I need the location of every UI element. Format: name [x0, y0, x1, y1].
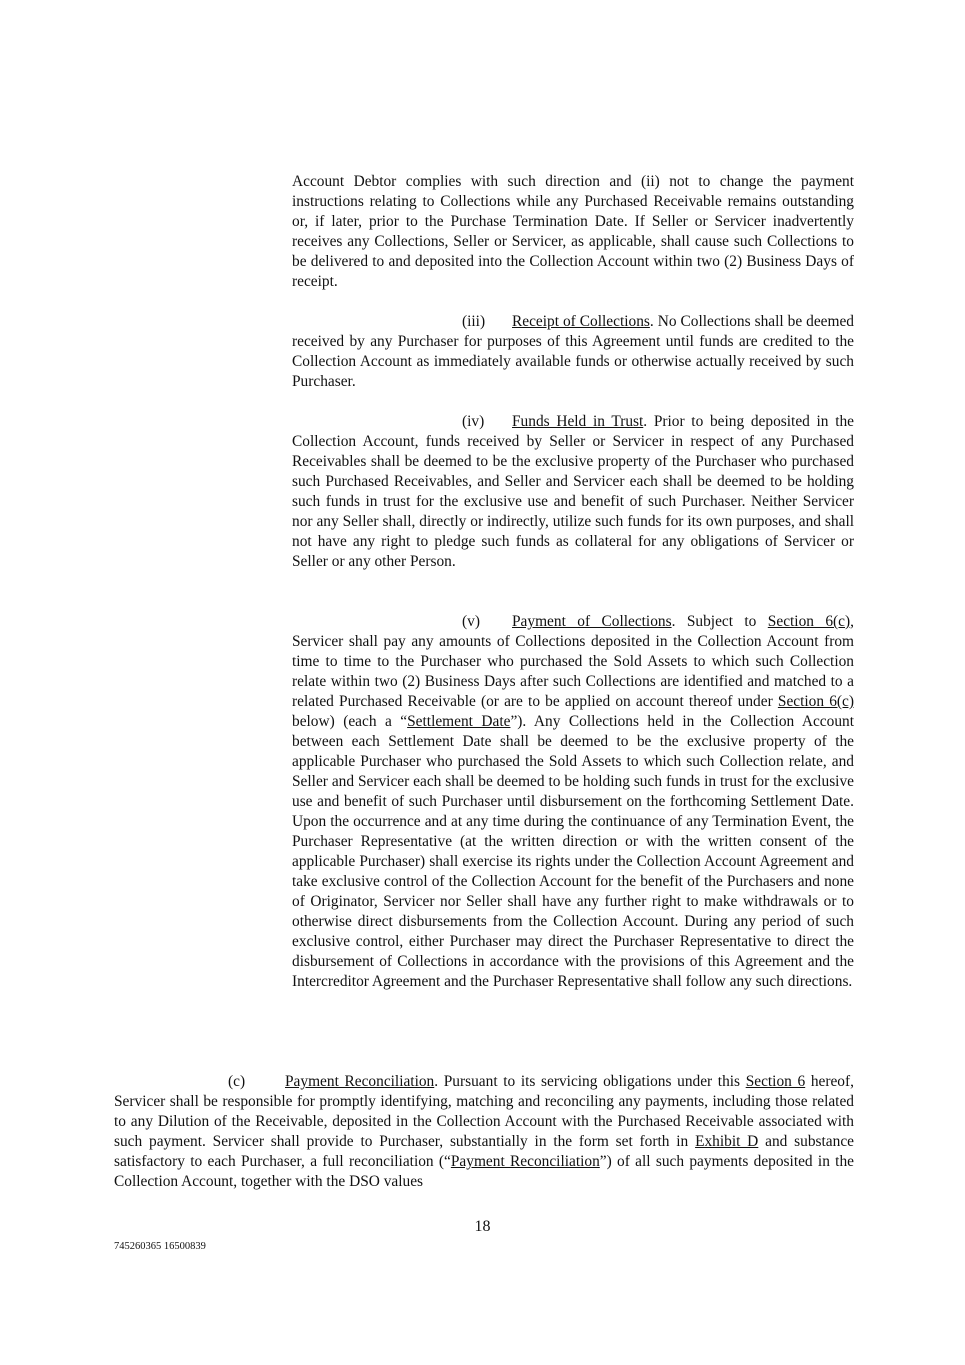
- subsection-v: [292, 612, 854, 992]
- page-number: 18: [474, 1218, 491, 1235]
- subsection-body: . Prior to being deposited in the Collection Account, funds received by Seller or Servicer in respect of any Purchased Receivables shall be deemed to be the exclusive property of the Purchaser who purchased such Purchased Receivables, and Seller and Servicer each shall be deemed to be holding such funds in trust for the exclusive use and benefit of such Purchaser. Neither Servicer nor any Seller shall, directly or indirectly, utilize such funds for its own purposes, and shall not have any right to pledge such funds as collateral for any obligations of Servicer or Seller or any other Person.: [292, 413, 855, 570]
- subsection-iv: [292, 412, 854, 572]
- section-text: ”) of all such payments deposited in the Collection Account, together with the DSO values: [114, 1153, 854, 1190]
- section-reference: Section 6(c): [777, 693, 854, 710]
- subsection-text: ”). Any Collections held in the Collection Account between each Settlement Date shall be deemed to be the exclusive property of the applicable Purchaser who purchased the Sold Assets to which such Collection relate, and Seller and Servicer each shall be deemed to be holding such funds in trust for the exclusive use and benefit of such Purchaser until disbursement on the forthcoming Settlement Date. Upon the occurrence and at any time during the continuance of any Termination Event, the Purchaser Representative (at the written direction or with the written consent of the applicable Purchaser) shall exercise its rights under the Collection Account Agreement and take exclusive control of the Collection Account for the benefit of the Purchasers and none of Originator, Servicer nor Seller shall have any further right to make withdrawals or to otherwise direct disbursements from the Collection Account. During any period of such exclusive control, either Purchaser may direct the Purchaser Representative to direct the disbursement of Collections in accordance with the provisions of this Agreement and the Intercreditor Agreement and the Purchaser Representative shall follow any such directions.: [292, 713, 854, 990]
- section-text: . Pursuant to its servicing obligations under this: [434, 1073, 746, 1090]
- section-reference: Section 6(c): [767, 613, 851, 630]
- section-reference: Section 6: [745, 1073, 806, 1090]
- section-text: and substance satisfactory to each Purchaser, a full reconciliation (“: [114, 1133, 854, 1170]
- subsection-text: , Servicer shall pay any amounts of Collections deposited in the Collection Account from time to time to the Purchaser who purchased the Sold Assets to which such Collection relate within two (2) Business Days after such Collections are identified and matched to a related Purchased Receivable (or are to be applied on account thereof under: [292, 613, 854, 710]
- subsection-body: . No Collections shall be deemed received by any Purchaser for purposes of this Agreement until funds are credited to the Collection Account as immediately available funds or otherwise actually received by such Purchaser.: [292, 313, 854, 390]
- subsection-text: . Subject to: [671, 613, 768, 630]
- subsection-title: Payment of Collections: [512, 613, 672, 630]
- section-text: hereof, Servicer shall be responsible for promptly identifying, matching and reconciling any payments, including those related to any Dilution of the Receivable, deposited in the Collection Account with the Purchased Receivable associated with such payment. Servicer shall provide to Purchaser, substantially in the form set forth in: [114, 1073, 854, 1150]
- subsection-text: below) (each a “: [292, 713, 408, 730]
- defined-term: Settlement Date: [407, 713, 511, 730]
- section-number: (c): [228, 1073, 246, 1090]
- document-id: 745260365 16500839: [114, 1241, 206, 1252]
- subsection-number: (iii): [462, 313, 486, 330]
- subsection-number: (iv): [462, 413, 485, 430]
- exhibit-reference: Exhibit D: [695, 1133, 759, 1150]
- paragraph-text: Account Debtor complies with such direction and (ii) not to change the payment instructions relating to Collections while any Purchased Receivable remains outstanding or, if later, prior to the Purchase Termination Date. If Seller or Servicer inadvertently receives any Collections, Seller or Servicer, as applicable, shall cause such Collections to be delivered to and deposited into the Collection Account within two (2) Business Days of receipt.: [292, 173, 854, 290]
- section-c: [114, 1072, 854, 1192]
- subsection-title: Receipt of Collections: [512, 313, 650, 330]
- paragraph-continuation: [292, 172, 854, 292]
- defined-term: Payment Reconciliation: [450, 1153, 600, 1170]
- subsection-number: (v): [462, 613, 480, 630]
- section-title: Payment Reconciliation: [285, 1073, 435, 1090]
- subsection-iii: [292, 312, 854, 392]
- subsection-title: Funds Held in Trust: [512, 413, 644, 430]
